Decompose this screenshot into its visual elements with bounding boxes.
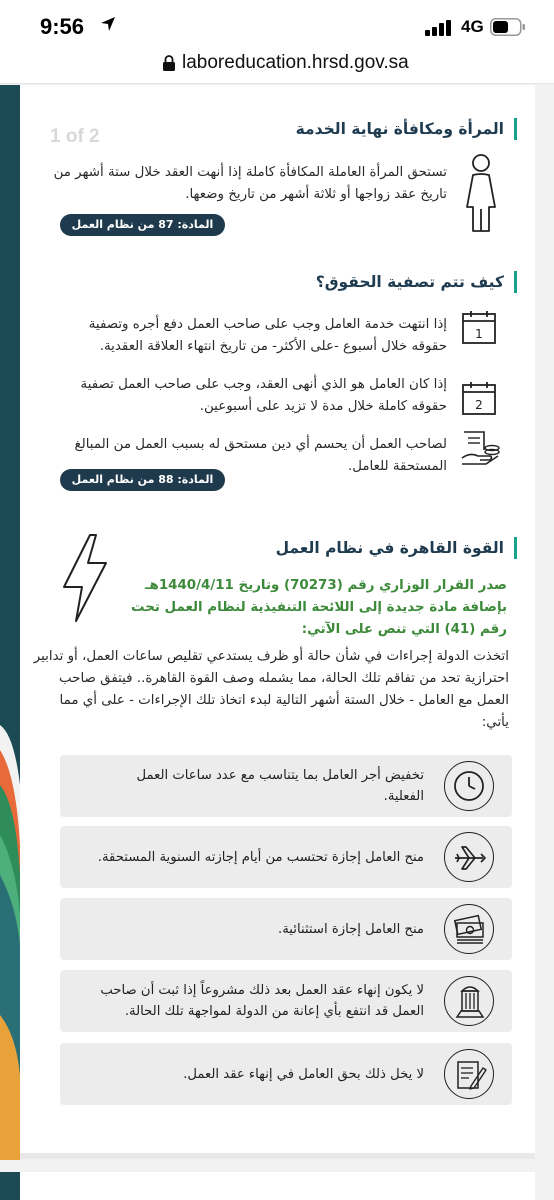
section-title-women: المرأة ومكافأة نهاية الخدمة [296,118,517,140]
woman-icon [463,153,499,233]
option-2-icon-circle [444,832,494,882]
lightning-icon [60,533,110,623]
location-arrow-icon [100,16,116,32]
status-time: 9:56 [40,14,85,39]
battery-icon [490,18,526,36]
contract-pen-icon [445,1050,495,1100]
option-3-text: منح العامل إجازة استثنائية. [278,921,424,937]
option-card-5 [60,1043,512,1105]
money-hand-icon [460,430,502,468]
document-page [20,85,535,1153]
calendar-2-number: 2 [475,398,483,412]
calendar-1-icon [461,309,497,345]
option-1-icon-circle [444,761,494,811]
section-title-settlement: كيف تتم تصفية الحقوق؟ [316,271,517,293]
url-text[interactable]: laboreducation.hrsd.gov.sa [182,52,409,73]
calendar-2-icon [461,380,497,416]
ministerial-decree-text: صدر القرار الوزاري رقم (70273) وتاريخ 1440/4/11هـ بإضافة مادة جديدة إلى اللائحة التنفيذية لنظام العمل تحت رقم (41) التي تنص على الآتي: [131,578,507,637]
option-card-4 [60,970,512,1032]
force-majeure-body: اتخذت الدولة إجراءات في شأن حالة أو ظرف يستدعي تقليص ساعات العمل، أو تدابير احترازية تحد من تفاقم تلك الحالة، مما يشمله وصف القوة القاهرة.. فيتفق صاحب العمل مع العامل - خلال الستة أشهر التالية لبدء اتخاذ تلك الإجراءات - على أي مما يأتي: [33,649,509,730]
settlement-item-3: لصاحب العمل أن يحسم أي دين مستحق له بسبب العمل من المبالغ المستحقة للعامل. [74,437,447,474]
bank-icon [445,977,495,1027]
clock-icon [445,762,495,812]
option-4-icon-circle [444,976,494,1026]
option-3-icon-circle [444,904,494,954]
section-women-text: تستحق المرأة العاملة المكافأة كاملة إذا أنهت العقد خلال ستة أشهر من تاريخ عقد زواجها أو ثلاثة أشهر من تاريخ وضعها. [53,165,447,202]
settlement-item-2: إذا كان العامل هو الذي أنهى العقد، وجب على صاحب العمل تصفية حقوقه كاملة خلال مدة لا تزيد على أسبوعين. [80,377,447,414]
page-indicator: 1 of 2 [50,126,100,147]
option-5-icon-circle [444,1049,494,1099]
option-card-1 [60,755,512,817]
article-88-badge: المادة: 88 من نظام العمل [60,469,225,491]
next-document-page-edge [0,1172,554,1200]
settlement-item-1: إذا انتهت خدمة العامل وجب على صاحب العمل دفع أجره وتصفية حقوقه خلال أسبوع -على الأكثر- من تاريخ انتهاء العلاقة العقدية. [88,317,447,354]
decorative-side-strip [0,85,20,1160]
lock-icon [162,54,176,72]
cash-stack-icon [445,905,495,955]
option-4-text: لا يكون إنهاء عقد العمل بعد ذلك مشروعاً إذا ثبت أن صاحب العمل قد انتفع بأي إعانة من الدولة لمواجهة تلك الحالة. [100,983,424,1019]
option-2-text: منح العامل إجازة تحتسب من أيام إجازته السنوية المستحقة. [97,849,424,865]
pdf-viewer[interactable] [0,85,554,1150]
article-87-badge: المادة: 87 من نظام العمل [60,214,225,236]
signal-icon [425,20,453,36]
option-card-2 [60,826,512,888]
option-card-3 [60,898,512,960]
network-type: 4G [461,17,484,36]
address-bar[interactable] [0,44,554,84]
airplane-icon [445,833,495,883]
section-title-force-majeure: القوة القاهرة في نظام العمل [276,537,517,559]
option-5-text: لا يخل ذلك بحق العامل في إنهاء عقد العمل. [183,1066,424,1082]
option-1-text: تخفيض أجر العامل بما يتناسب مع عدد ساعات العمل الفعلية. [136,768,424,804]
calendar-1-number: 1 [475,327,483,341]
page-gap [20,1153,535,1159]
status-bar [0,0,554,44]
